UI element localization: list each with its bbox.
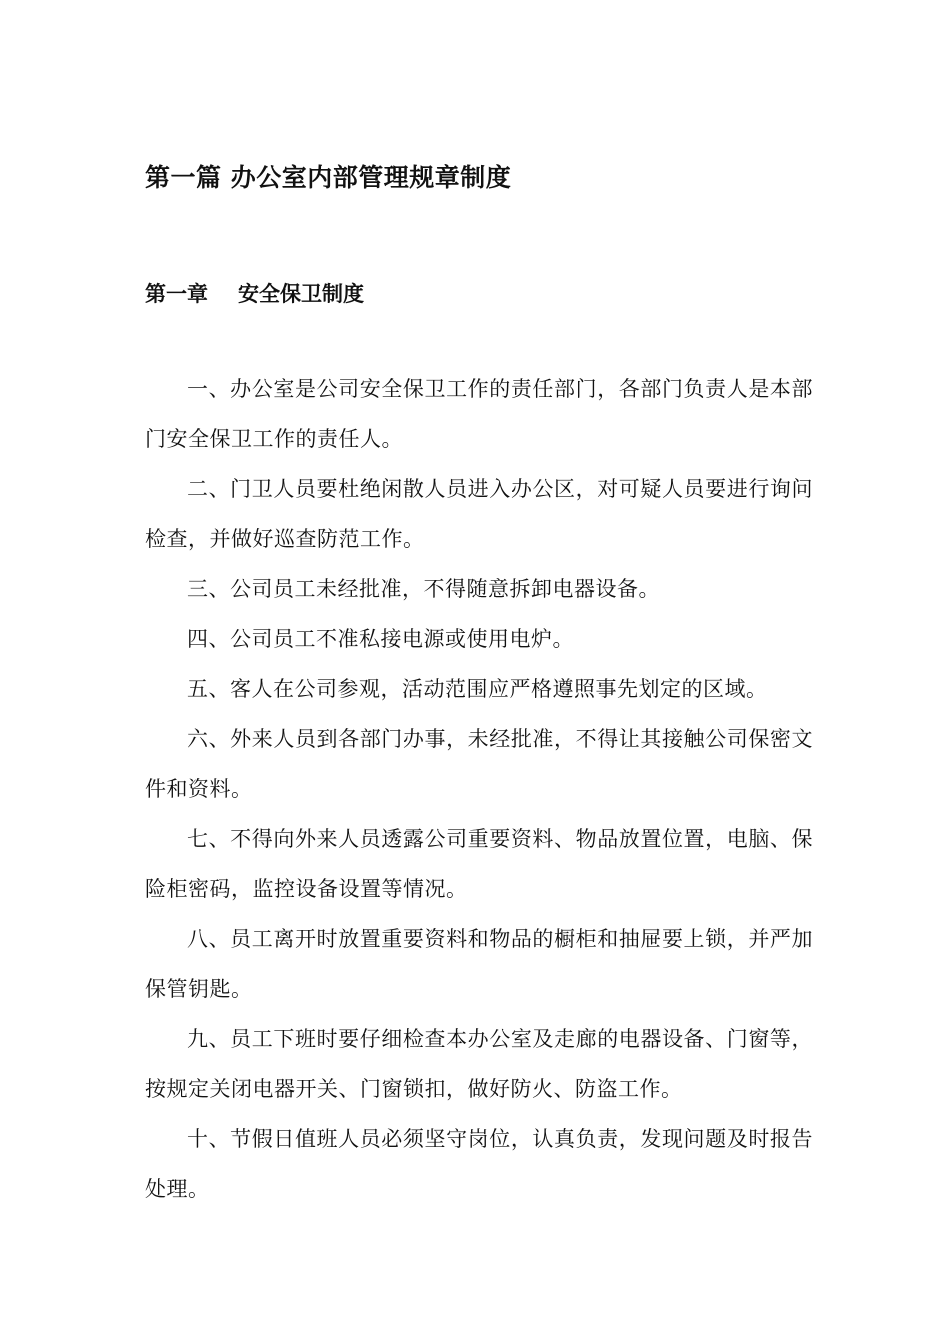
paragraph-2: 二、门卫人员要杜绝闲散人员进入办公区，对可疑人员要进行询问检查，并做好巡查防范工作。: [145, 477, 813, 551]
paragraph-7: 七、不得向外来人员透露公司重要资料、物品放置位置，电脑、保险柜密码，监控设备设置等情况。: [145, 827, 813, 901]
paragraph-4: 四、公司员工不准私接电源或使用电炉。: [187, 627, 574, 651]
paragraph-3: 三、公司员工未经批准，不得随意拆卸电器设备。: [187, 577, 660, 601]
chapter-number: 第一章: [145, 282, 208, 306]
paragraph-1: 一、办公室是公司安全保卫工作的责任部门，各部门负责人是本部门安全保卫工作的责任人。: [145, 377, 813, 451]
paragraph-9: 九、员工下班时要仔细检查本办公室及走廊的电器设备、门窗等，按规定关闭电器开关、门窗锁扣，做好防火、防盗工作。: [145, 1027, 813, 1101]
paragraph-5: 五、客人在公司参观，活动范围应严格遵照事先划定的区域。: [187, 677, 768, 701]
part-title: 第一篇 办公室内部管理规章制度: [145, 163, 512, 192]
paragraph-6: 六、外来人员到各部门办事，未经批准，不得让其接触公司保密文件和资料。: [145, 727, 813, 801]
chapter-heading: [145, 278, 364, 310]
chapter-title: 安全保卫制度: [238, 282, 364, 306]
body-text: [145, 364, 813, 1214]
paragraph-10: 十、节假日值班人员必须坚守岗位，认真负责，发现问题及时报告处理。: [145, 1127, 813, 1201]
paragraph-8: 八、员工离开时放置重要资料和物品的橱柜和抽屉要上锁，并严加保管钥匙。: [145, 927, 813, 1001]
